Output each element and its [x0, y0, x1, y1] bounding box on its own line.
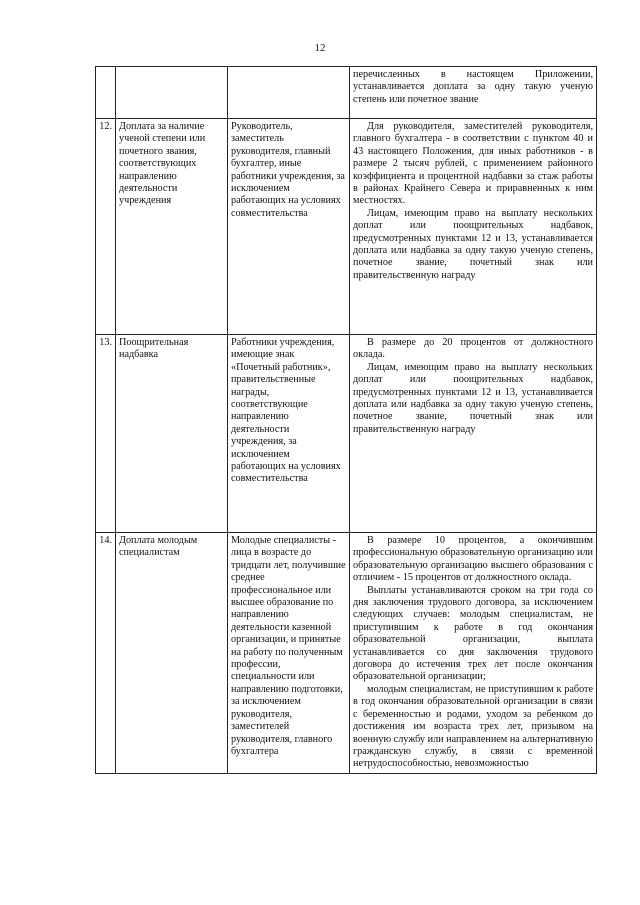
condition-paragraph: В размере до 20 процентов от должностного оклада. [353, 337, 593, 361]
row-number: 12. [96, 119, 116, 335]
condition-paragraph: Лицам, имеющим право на выплату нескольких доплат или поощрительных надбавок, предусмотренных пунктами 12 и 13, устанавливается доплата или надбавка за одну такую ученую степень, почетное звание, почетный знак или правительственную награду [353, 207, 593, 281]
condition-paragraph: перечисленных в настоящем Приложении, устанавливается доплата за одну такую ученую степень или почетное звание [353, 69, 593, 105]
payment-name: Доплата за наличие ученой степени или почетного звания, соответствующих направлению деятельности учреждения [116, 119, 228, 335]
table-row [96, 119, 597, 335]
table-row [96, 533, 597, 774]
row-number: 13. [96, 335, 116, 533]
payment-conditions [350, 119, 597, 335]
row-number [96, 67, 116, 119]
condition-paragraph: Лицам, имеющим право на выплату нескольких доплат или поощрительных надбавок, предусмотренных пунктами 12 и 13, устанавливается доплата или надбавка за одну такую ученую степень, почетное звание, почетный знак или правительственную награду [353, 361, 593, 435]
payment-name [116, 67, 228, 119]
eligible-employees: Работники учреждения, имеющие знак «Почетный работник», правительственные награды, соответствующие направлению деятельности учреждения, за исключением работающих на условиях совместительства [228, 335, 350, 533]
row-number: 14. [96, 533, 116, 774]
payment-name: Доплата молодым специалистам [116, 533, 228, 774]
condition-paragraph: В размере 10 процентов, а окончившим профессиональную образовательную организацию или образовательную организацию высшего образования с отличием - 15 процентов от должностного оклада. [353, 535, 593, 584]
eligible-employees [228, 67, 350, 119]
payment-conditions [350, 67, 597, 119]
page-number: 12 [314, 42, 326, 54]
eligible-employees: Молодые специалисты - лица в возрасте до тридцати лет, получившие среднее профессиональное или высшее образование по направлению деятельности казенной организации, и принятые на работу по полученным профессии, специальности или направлению подготовки, за исключением руководителя, заместителей руководителя, главного бухгалтера [228, 533, 350, 774]
payment-conditions [350, 335, 597, 533]
table-row [96, 335, 597, 533]
condition-paragraph: Для руководителя, заместителей руководителя, главного бухгалтера - в соответствии с пунктом 40 и 43 настоящего Положения, для иных работников - в размере 2 тысяч рублей, с применением районного коэффициента и процентной надбавки за стаж работы в районах Крайнего Севера и приравненных к ним местностях. [353, 121, 593, 207]
allowances-table [95, 66, 597, 774]
condition-paragraph: молодым специалистам, не приступившим к работе в год окончания образовательной организации в связи с беременностью и родами, уходом за ребенком до достижения им возраста трех лет, призывом на военную службу или направлением на альтернативную гражданскую службу, в связи с временной нетрудоспособностью, невозможностью [353, 683, 593, 770]
payment-conditions [350, 533, 597, 774]
eligible-employees: Руководитель, заместитель руководителя, главный бухгалтер, иные работники учреждения, за исключением работающих на условиях совместительства [228, 119, 350, 335]
condition-paragraph: Выплаты устанавливаются сроком на три года со дня заключения трудового договора, за исключением следующих случаев: молодым специалистам, не приступившим к работе в год окончания образовательной организации, выплата устанавливается со дня заключения трудового договора до истечения трех лет после окончания образовательной организации; [353, 584, 593, 683]
table-row [96, 67, 597, 119]
payment-name: Поощрительная надбавка [116, 335, 228, 533]
